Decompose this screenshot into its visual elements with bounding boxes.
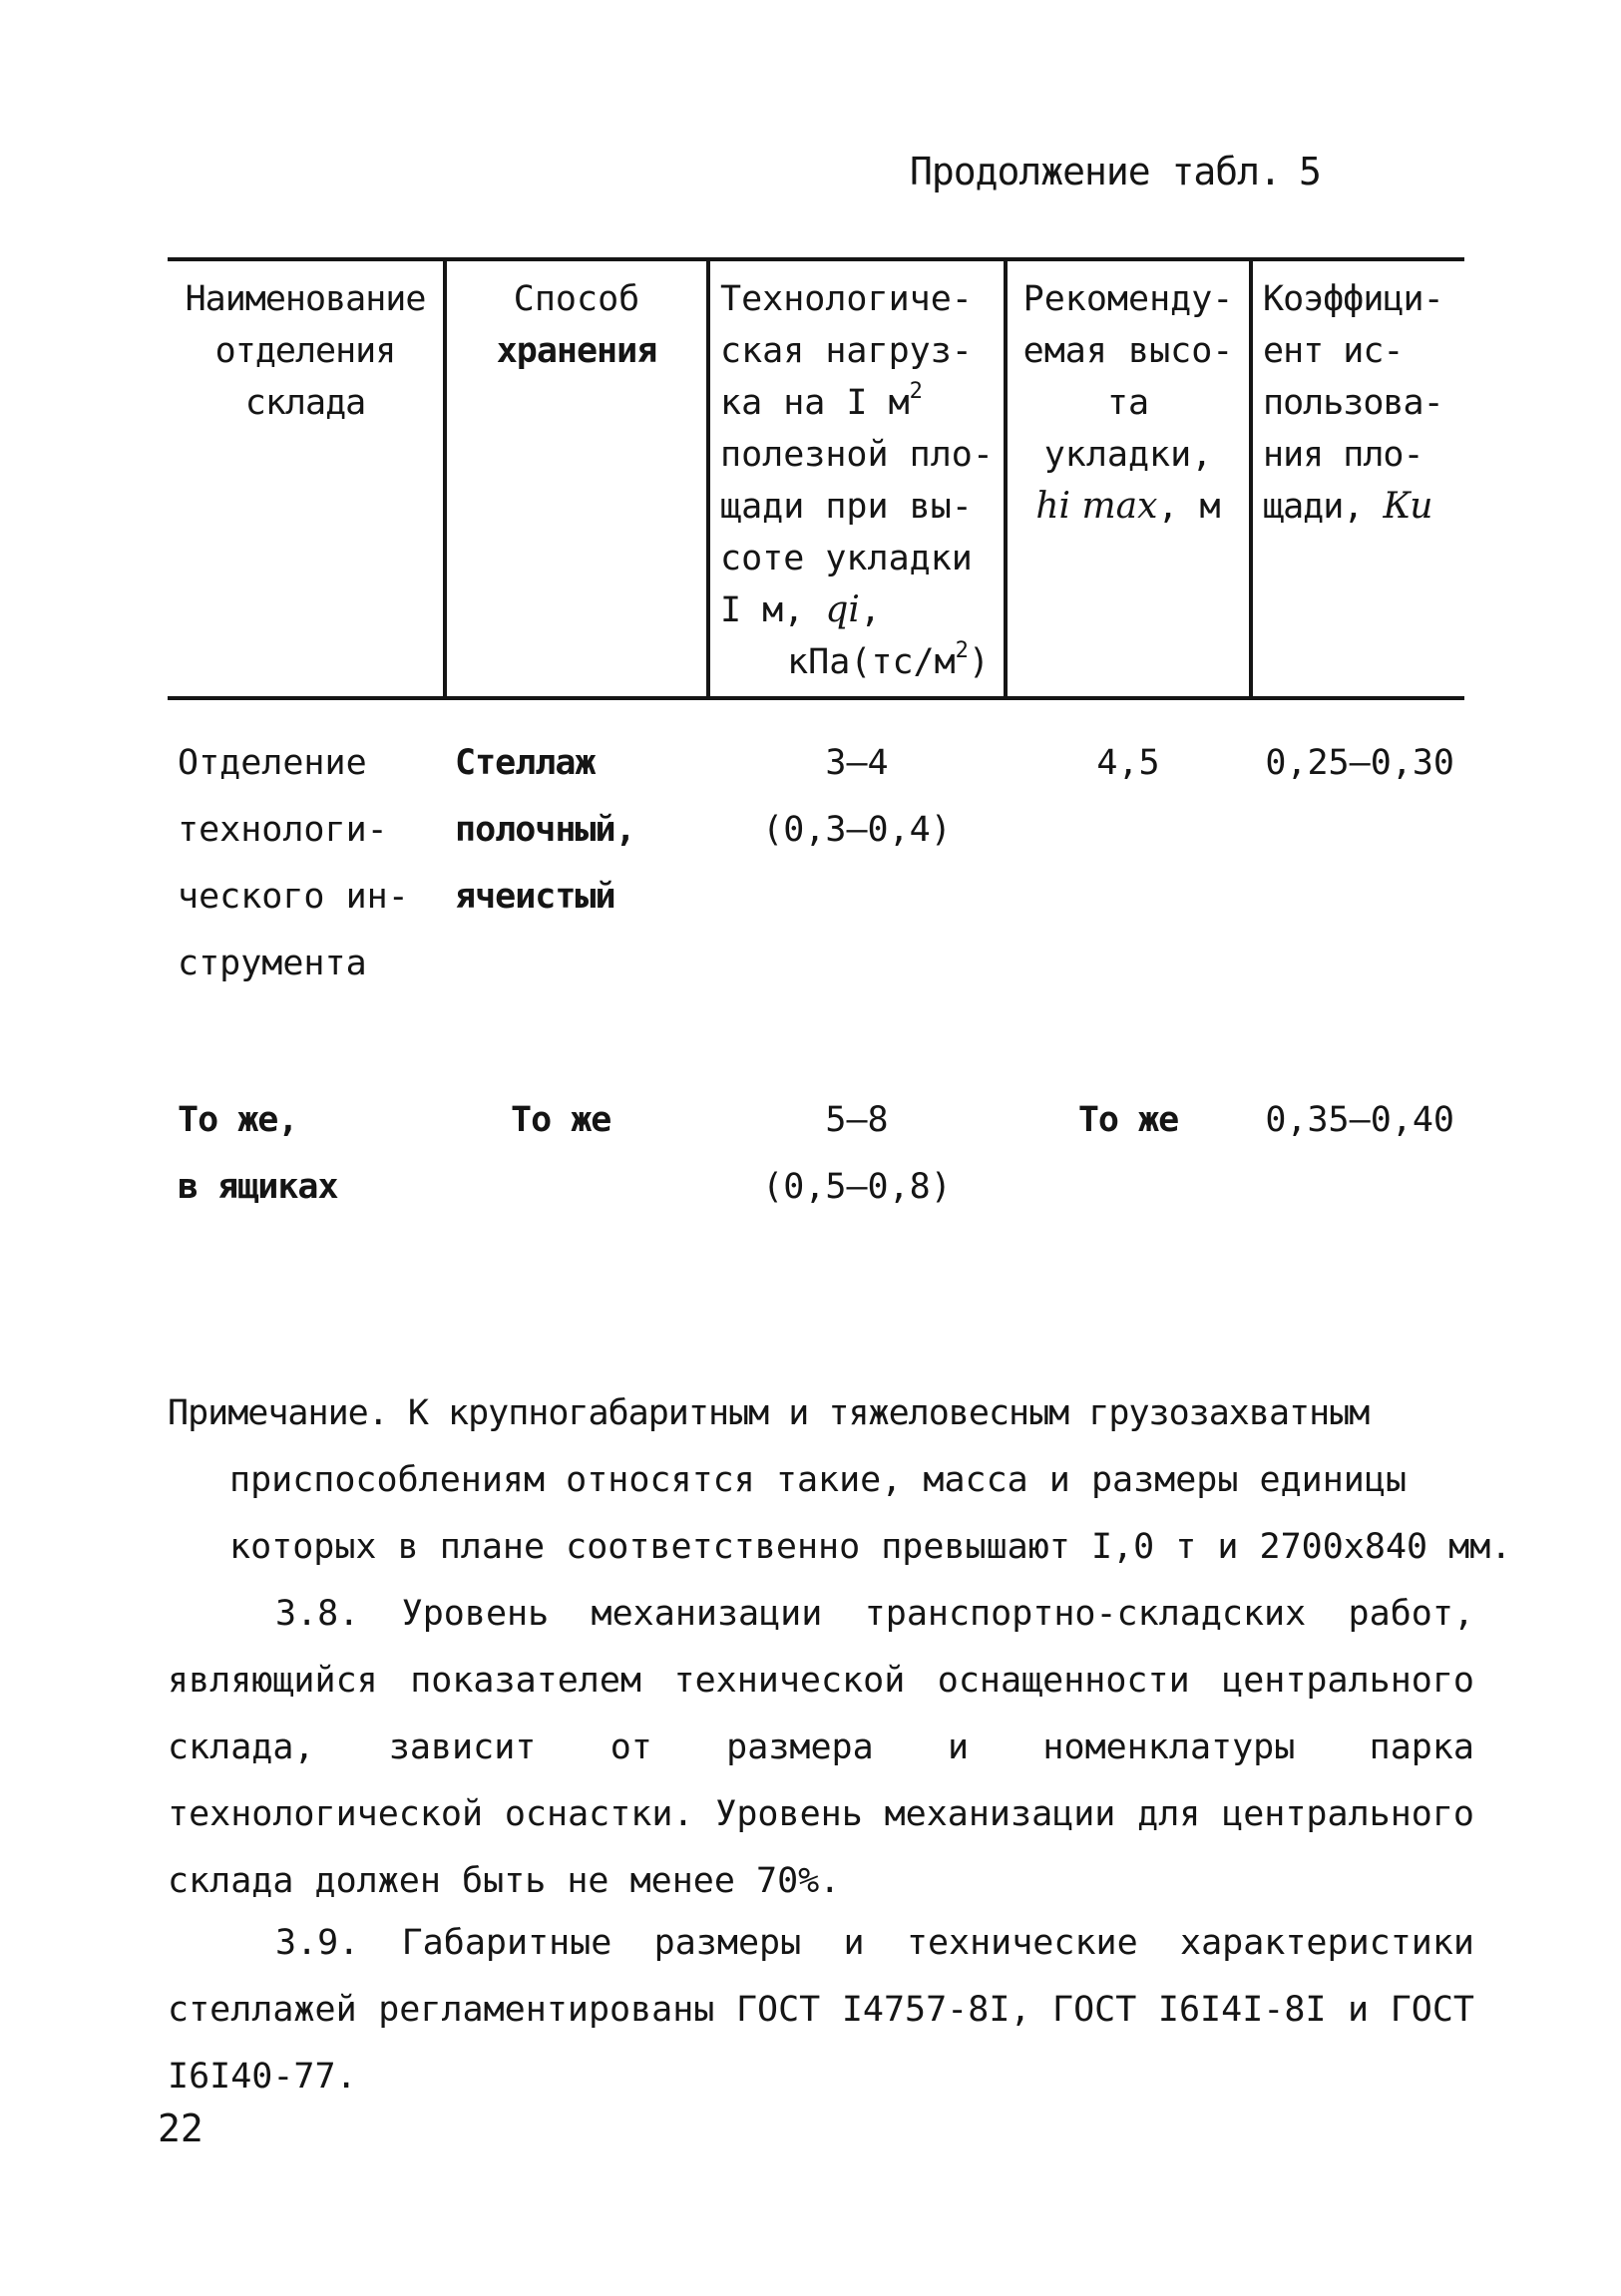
cell-department: Отделение технологи- ческого ин- струмента (178, 743, 409, 983)
cell-height: 4,5 (1096, 743, 1160, 783)
table-continuation-label: Продолжение табл. 5 (910, 150, 1321, 193)
header-storage-method: Способ хранения (445, 259, 708, 698)
page-number: 22 (158, 2106, 203, 2150)
storage-table (168, 257, 1464, 1221)
cell-load: 5–8 (0,5–0,8) (762, 1100, 952, 1207)
handwritten-k-symbol: Ки (1383, 486, 1432, 527)
cell-load: 3–4 (0,3–0,4) (762, 743, 952, 850)
cell-department: То же, в ящиках (178, 1100, 338, 1207)
table-note: Примечание. К крупногабаритным и тяжеловесным грузозахватным приспособлениям относятся такие, масса и размеры единицы которых в плане соответственно превышают I,0 т и 2700х840 мм. (168, 1393, 1512, 1567)
paragraph-3-8: 3.8. Уровень механизации транспортно-складских работ, являющийся показателем технической оснащенности центрального склада, зависит от размера и номенклатуры парка технологической оснастки. Уровень механизации для центрального склада должен быть не менее 70%. (168, 1594, 1474, 1901)
cell-coefficient: 0,25–0,30 (1265, 743, 1454, 783)
cell-coefficient: 0,35–0,40 (1265, 1100, 1454, 1140)
cell-storage: Стеллаж полочный, ячеистый (455, 743, 635, 917)
cell-storage: То же (511, 1100, 611, 1140)
table-row (168, 698, 1464, 1017)
handwritten-q-symbol: qi (825, 589, 860, 630)
paragraph-3-9: 3.9. Габаритные размеры и технические характеристики стеллажей регламентированы ГОСТ I4757-8I, ГОСТ I6I4I-8I и ГОСТ I6I40-77. (168, 1923, 1474, 2097)
header-department: Наименование отделения склада (168, 259, 445, 698)
handwritten-h-symbol: hi max (1035, 486, 1158, 527)
header-recommended-height: Рекоменду- емая высо- та укладки, hi max, м (1006, 259, 1251, 698)
cell-height: То же (1077, 1100, 1179, 1140)
table-header-row (168, 259, 1464, 698)
table-row (168, 1017, 1464, 1221)
header-area-coefficient: Коэффици- ент ис- пользова- ния пло- щади, Ки (1251, 259, 1464, 698)
header-technological-load: Технологиче- ская нагруз- ка на I $м^2$ полезной пло- щади при вы- соте укладки I м, qi, $кПа(тс/м^2)$ (708, 259, 1006, 698)
